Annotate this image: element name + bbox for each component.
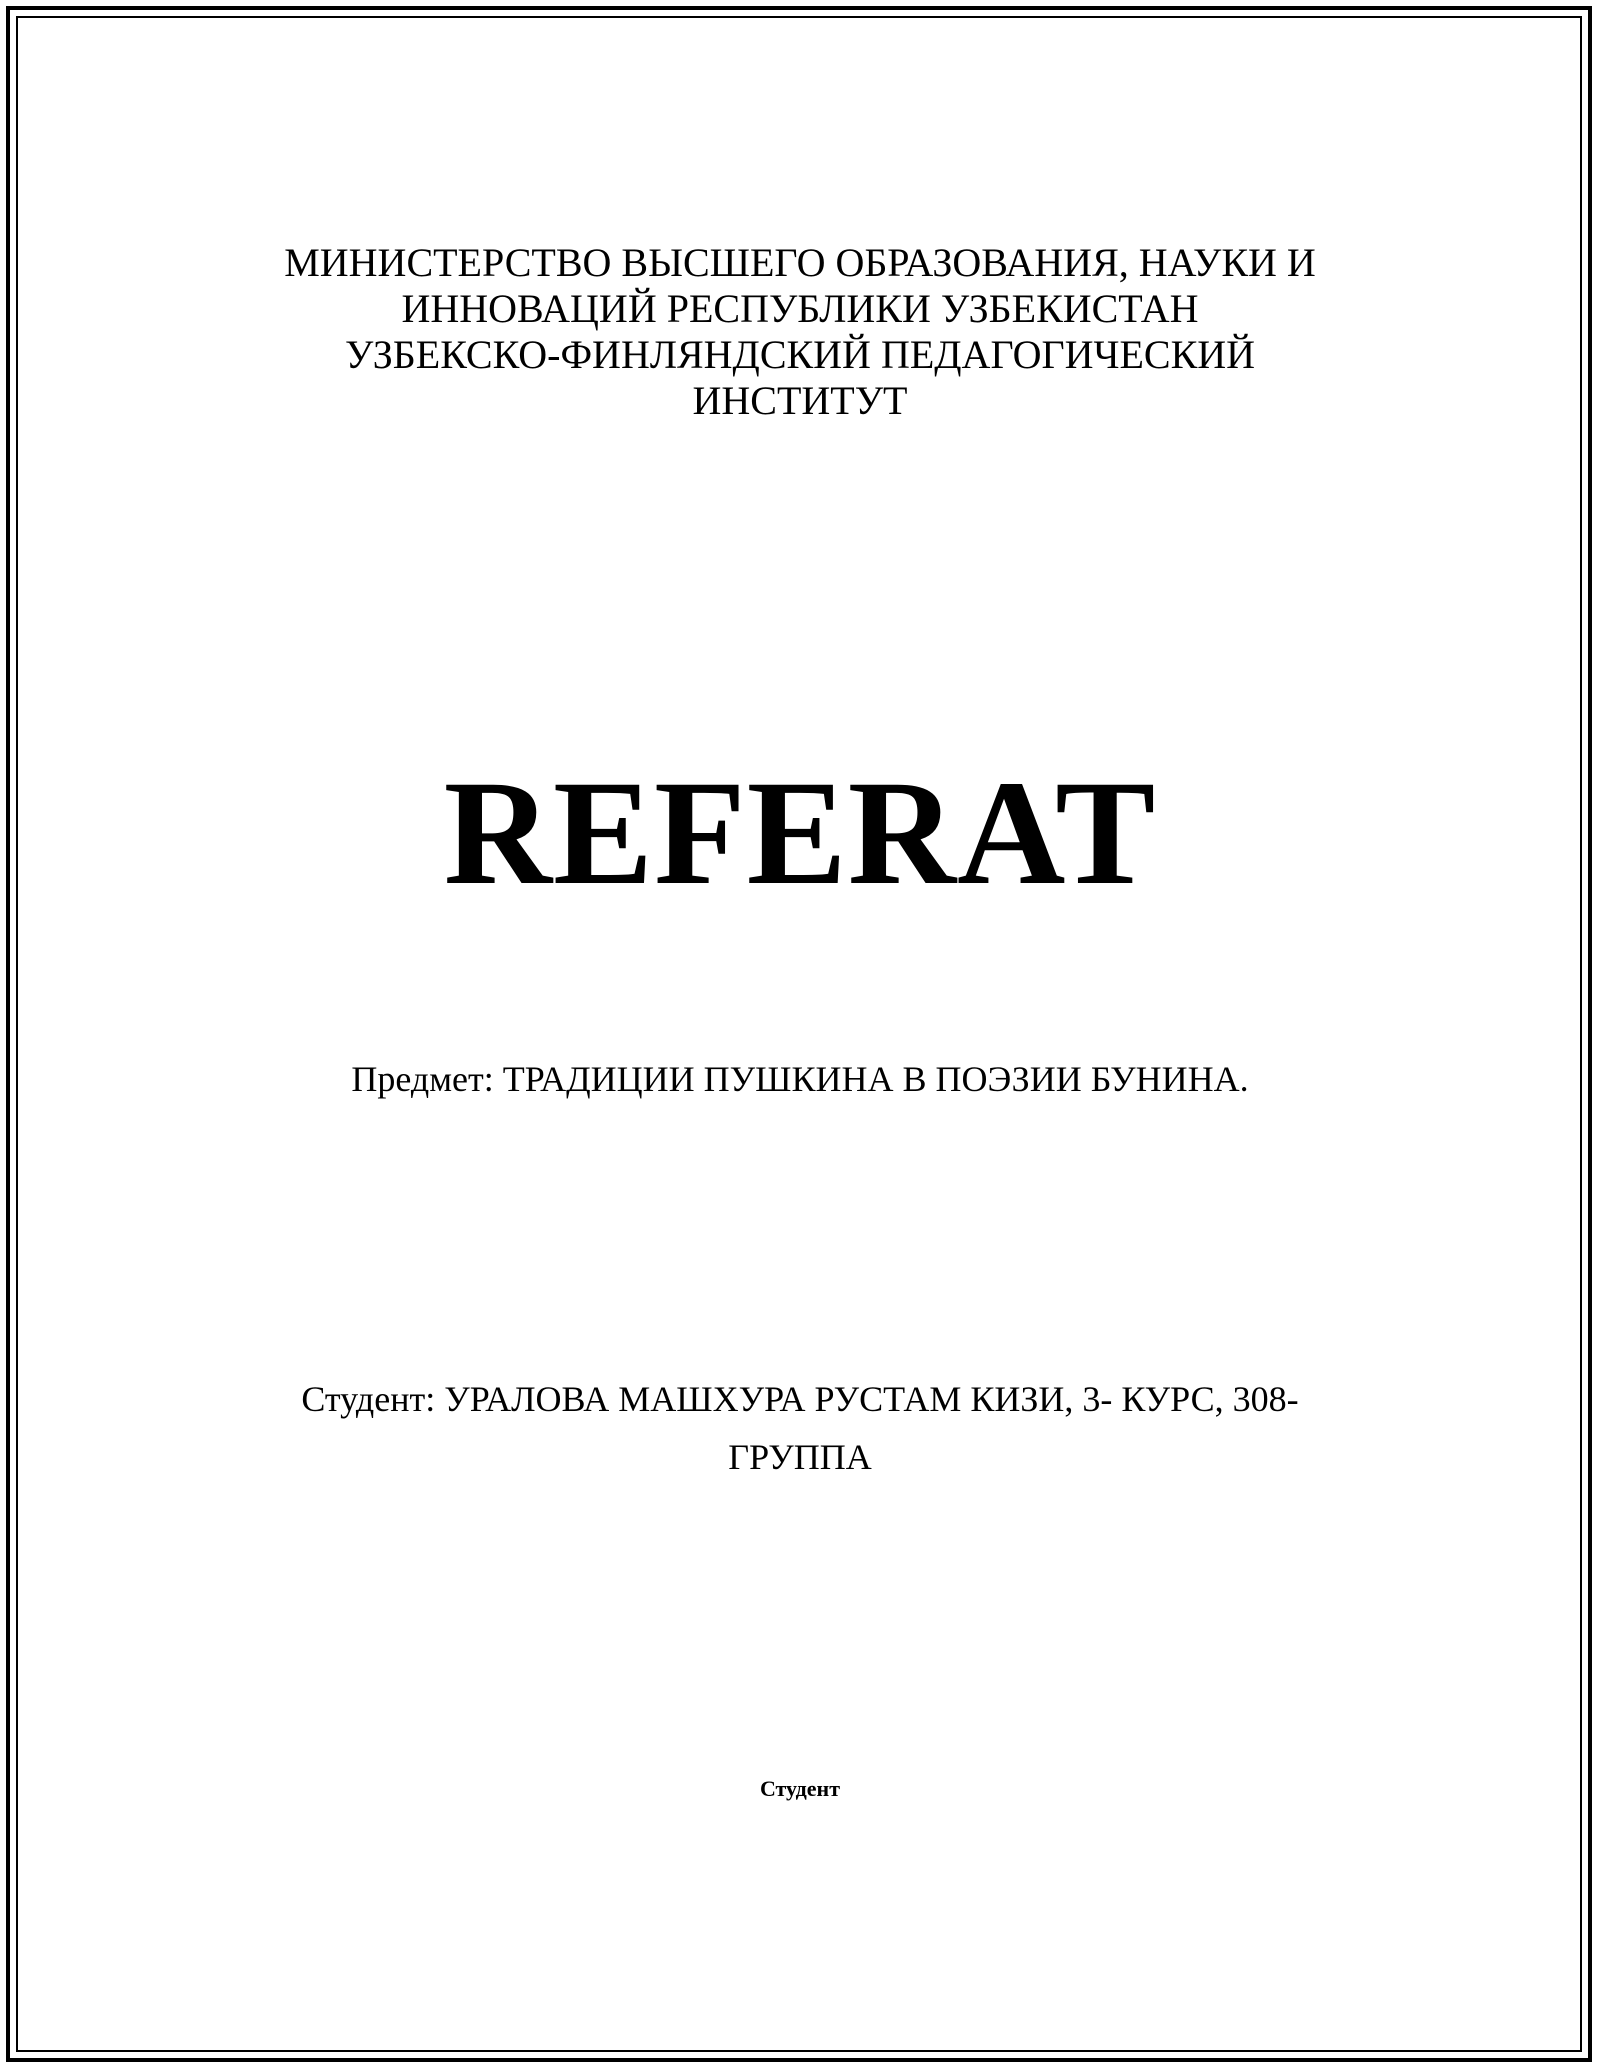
header-line: МИНИСТЕРСТВО ВЫСШЕГО ОБРАЗОВАНИЯ, НАУКИ И xyxy=(284,240,1316,285)
header-line: ИНСТИТУТ xyxy=(692,378,908,423)
document-title: REFERAT xyxy=(443,750,1157,916)
header-line: ИННОВАЦИЙ РЕСПУБЛИКИ УЗБЕКИСТАН xyxy=(401,286,1199,331)
header-line: УЗБЕКСКО-ФИНЛЯНДСКИЙ ПЕДАГОГИЧЕСКИЙ xyxy=(344,332,1256,377)
subject-line: Предмет: ТРАДИЦИИ ПУШКИНА В ПОЭЗИИ БУНИНА. xyxy=(351,1059,1249,1099)
student-signature-label: Студент xyxy=(759,1776,841,1801)
student-info xyxy=(0,1370,1600,1486)
student-line: ГРУППА xyxy=(728,1437,872,1477)
student-line: Студент: УРАЛОВА МАШХУРА РУСТАМ КИЗИ, 3- КУРС, 308- xyxy=(301,1379,1299,1419)
institution-header xyxy=(180,240,1420,424)
